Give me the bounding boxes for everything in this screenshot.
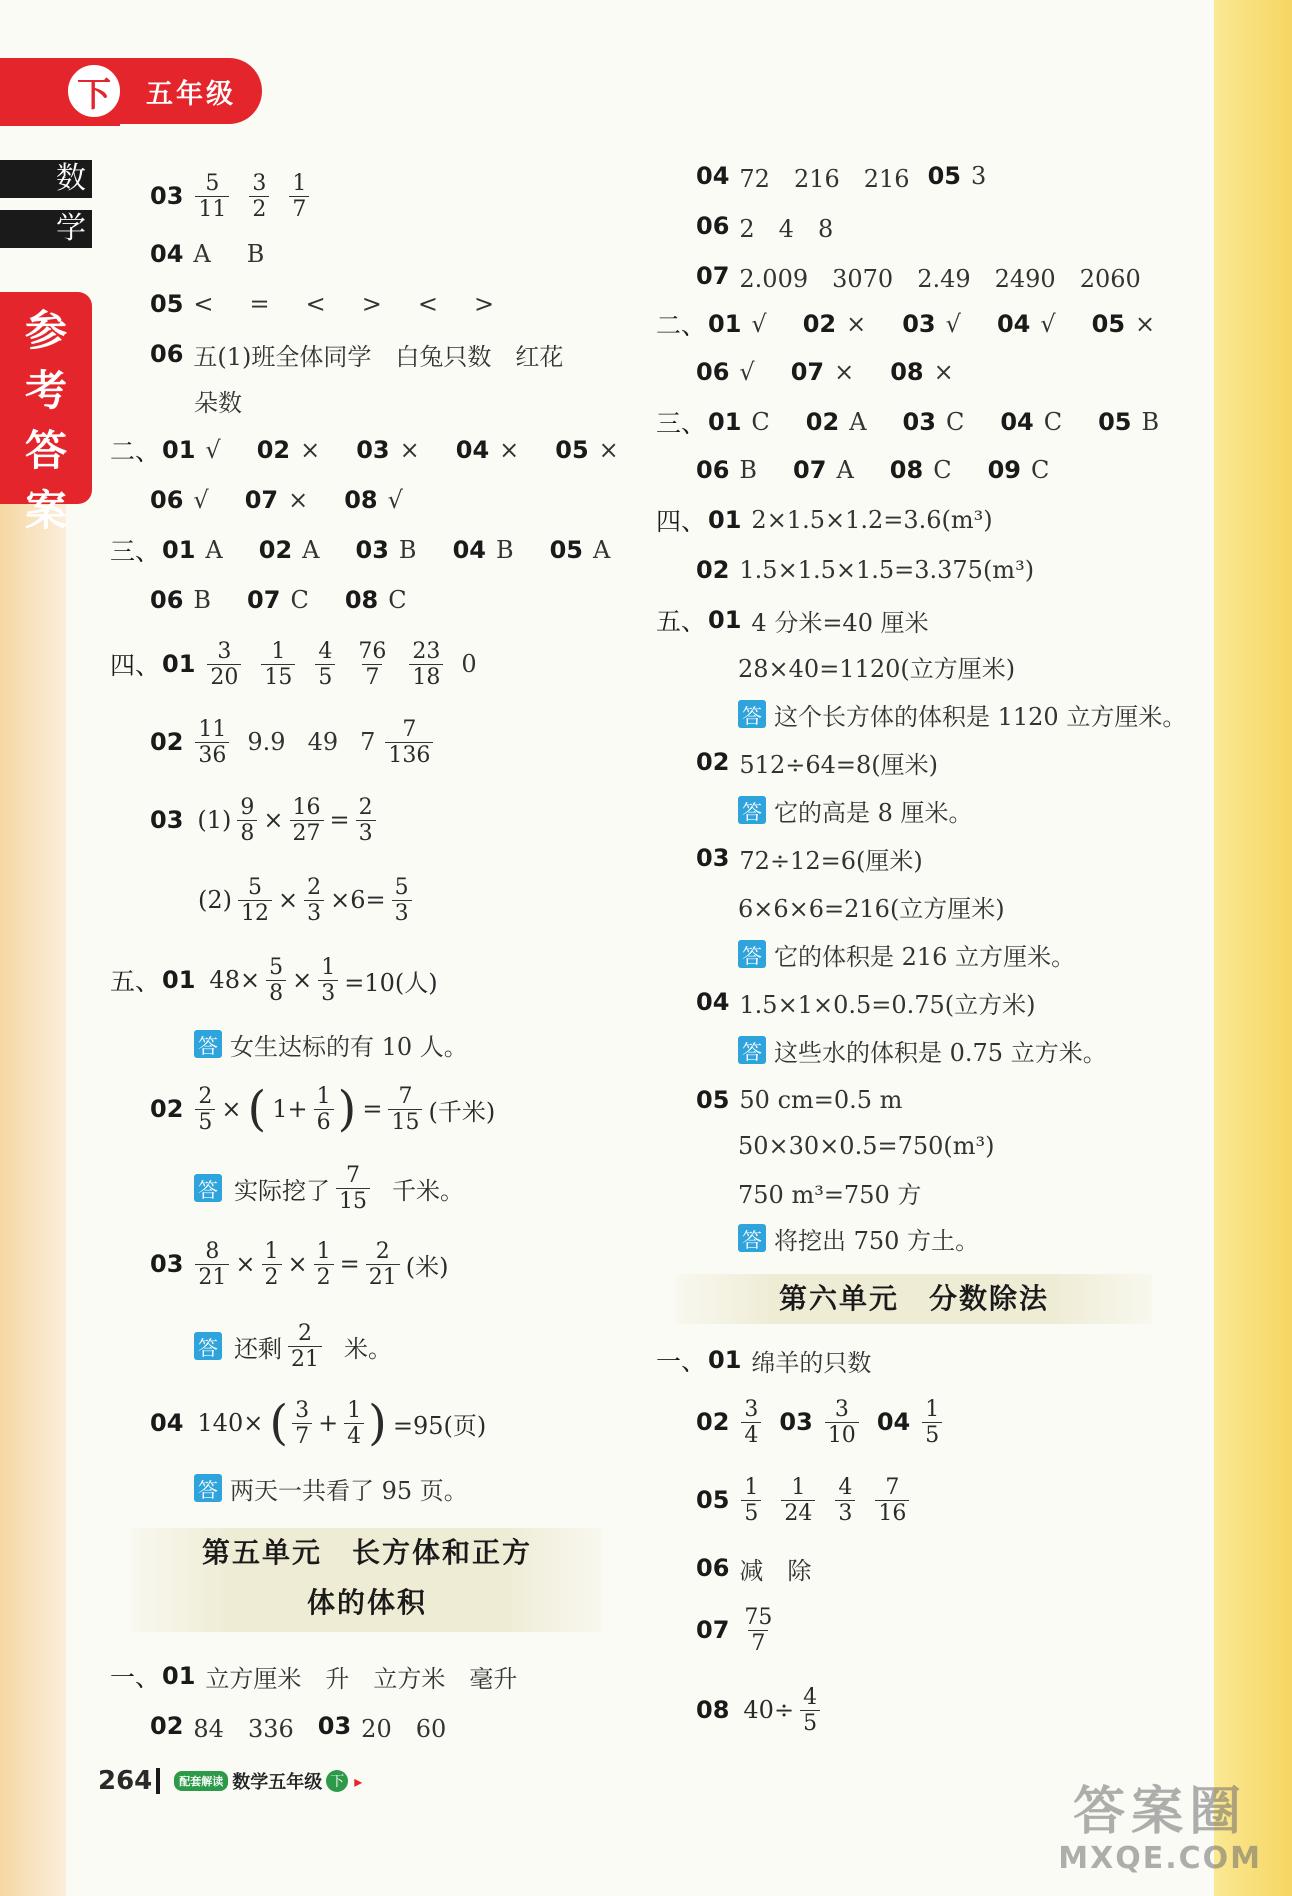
answer-line: 06 B 07 A 08 C 09 C xyxy=(696,456,1050,484)
answer-statement: 答 将挖出 750 方土。 xyxy=(738,1216,1015,1260)
answer-line: 03 $\frac{8}{21}$ × $\frac{1}{2}$ × $\frac{1}{2}$ = $\frac{2}{21}$ (米) xyxy=(150,1238,449,1290)
answer-line: 06 五(1)班全体同学 白兔只数 红花 xyxy=(150,340,564,371)
fraction: $\frac{75}{7}$ xyxy=(744,1604,773,1656)
fraction: $\frac{1}{2}$ xyxy=(314,1239,334,1290)
left-margin-strip xyxy=(0,495,66,1896)
answer-statement: 答 还剩 $\frac{2}{21}$ 米。 xyxy=(194,1316,396,1376)
fraction: $\frac{2}{21}$ xyxy=(288,1321,322,1372)
answer-line: 04 72 216 216 05 3 xyxy=(696,162,987,193)
answer-line: 五、 01 4 分米=40 厘米 xyxy=(656,606,929,637)
answer-line: 06 B 07 C 08 C xyxy=(150,586,407,614)
tab-char: 参 xyxy=(24,306,67,355)
fraction: $\frac{5}{12}$ xyxy=(238,875,272,926)
answer-statement: 答 它的高是 8 厘米。 xyxy=(738,788,1009,832)
answer-icon: 答 xyxy=(194,1332,222,1360)
fraction: $\frac{7}{15}$ xyxy=(388,1084,422,1135)
right-margin-strip xyxy=(1214,0,1292,1896)
subject-char-1: 数 xyxy=(0,160,92,198)
watermark xyxy=(1058,1783,1262,1876)
fraction: $\frac{11}{36}$ xyxy=(195,717,229,768)
answer-statement: 答 女生达标的有 10 人。 xyxy=(194,1022,504,1066)
answer-icon: 答 xyxy=(738,940,766,968)
volume-badge-small: 下 xyxy=(326,1770,348,1792)
fraction: $\frac{2}{5}$ xyxy=(195,1084,215,1135)
fraction: $\frac{3}{10}$ xyxy=(825,1397,859,1448)
fraction: $\frac{7}{136}$ xyxy=(385,717,433,768)
fraction: $\frac{2}{3}$ xyxy=(304,875,324,926)
fraction: $\frac{23}{18}$ xyxy=(409,639,443,690)
fraction: $\frac{3}{2}$ xyxy=(249,171,269,222)
answer-icon: 答 xyxy=(738,796,766,824)
book-title: 数学五年级 xyxy=(232,1772,323,1793)
answer-line: 06 减 除 xyxy=(696,1554,812,1585)
answer-line: 05 $\frac{1}{5}$ $\frac{1}{24}$ $\frac{4}{3}$ $\frac{7}{16}$ xyxy=(696,1470,927,1530)
answer-line: 02 $\frac{11}{36}$ 9.9 49 7 $\frac{7}{136}$ xyxy=(150,712,451,772)
fraction: $\frac{1}{24}$ xyxy=(781,1475,815,1526)
answer-line: 08 40÷ $\frac{4}{5}$ xyxy=(696,1680,838,1740)
fraction: $\frac{1}{5}$ xyxy=(922,1397,942,1448)
subject-char-2: 学 xyxy=(0,210,92,248)
page-footer xyxy=(98,1766,362,1796)
fraction: $\frac{16}{27}$ xyxy=(290,795,324,846)
answer-statement: 答 它的体积是 216 立方厘米。 xyxy=(738,932,1111,976)
answer-line: 三、 01 A 02 A 03 B 04 B 05 A xyxy=(110,536,611,566)
fraction: $\frac{5}{3}$ xyxy=(392,875,412,926)
watermark-logo: 答案圈 xyxy=(1073,1782,1248,1842)
answer-line: 02 512÷64=8(厘米) xyxy=(696,748,938,779)
answer-statement: 答 两天一共看了 95 页。 xyxy=(194,1466,504,1510)
answer-line: 04 A B xyxy=(150,240,265,268)
arrow-right-icon: ▸ xyxy=(354,1771,363,1791)
answer-line: 03 (1) $\frac{9}{8}$ × $\frac{16}{27}$ = $\frac{2}{3}$ xyxy=(150,790,394,850)
answer-line: 朵数 xyxy=(194,388,242,417)
answer-line: 06 2 4 8 xyxy=(696,212,834,243)
answer-icon: 答 xyxy=(194,1474,222,1502)
answer-icon: 答 xyxy=(738,1224,766,1252)
fraction: $\frac{4}{5}$ xyxy=(800,1685,820,1736)
fraction: $\frac{3}{4}$ xyxy=(741,1397,761,1448)
answer-line: 02 1.5×1.5×1.5=3.375(m³) xyxy=(696,556,1035,584)
answer-icon: 答 xyxy=(738,700,766,728)
answer-statement: 答 这些水的体积是 0.75 立方米。 xyxy=(738,1028,1143,1072)
answer-line: 02 $\frac{3}{4}$ 03 $\frac{3}{10}$ 04 $\frac{1}{5}$ xyxy=(696,1392,960,1452)
divider xyxy=(156,1768,160,1794)
answer-line: 二、 01 √ 02 × 03 √ 04 √ 05 × xyxy=(656,310,1156,340)
tab-char: 答 xyxy=(24,426,67,475)
fraction: $\frac{1}{5}$ xyxy=(741,1475,761,1526)
answer-line: 三、 01 C 02 A 03 C 04 C 05 B xyxy=(656,408,1160,438)
fraction: $\frac{8}{21}$ xyxy=(195,1239,229,1290)
answer-statement: 答 实际挖了 $\frac{7}{15}$ 千米。 xyxy=(194,1158,468,1218)
grade-label: 五年级 xyxy=(146,79,236,110)
answer-key-tab xyxy=(0,292,92,535)
fraction: $\frac{4}{3}$ xyxy=(835,1475,855,1526)
answer-line: 一、 01 立方厘米 升 立方米 毫升 xyxy=(110,1662,518,1693)
answer-line: 03 $\frac{5}{11}$ $\frac{3}{2}$ $\frac{1}{7}$ xyxy=(150,166,327,226)
answer-line: 五、 01 48× $\frac{5}{8}$ × $\frac{1}{3}$ =10(人) xyxy=(110,954,438,1006)
fraction: $\frac{2}{3}$ xyxy=(356,795,376,846)
fraction: $\frac{76}{7}$ xyxy=(358,638,387,690)
answer-line: 07 $\frac{75}{7}$ xyxy=(696,1600,793,1660)
fraction: $\frac{7}{15}$ xyxy=(336,1163,370,1214)
answer-icon: 答 xyxy=(738,1036,766,1064)
tab-char: 考 xyxy=(24,366,67,415)
answer-line: 50×30×0.5=750(m³) xyxy=(738,1132,995,1160)
tab-char: 案 xyxy=(24,486,67,535)
answer-line: 二、 01 √ 02 × 03 × 04 × 05 × xyxy=(110,436,619,466)
answer-line: (2) $\frac{5}{12}$ × $\frac{2}{3}$ ×6= $\frac{5}{3}$ xyxy=(194,870,430,930)
fraction: $\frac{7}{16}$ xyxy=(875,1475,909,1526)
answer-icon: 答 xyxy=(194,1174,222,1202)
answer-line: 06 √ 07 × 08 √ xyxy=(150,486,403,514)
answer-line: 6×6×6=216(立方厘米) xyxy=(738,894,1005,923)
watermark-url: MXQE.COM xyxy=(1058,1841,1262,1876)
fraction: $\frac{5}{8}$ xyxy=(266,955,286,1006)
fraction: $\frac{1}{15}$ xyxy=(261,639,295,690)
answer-line: 04 140× ( $\frac{3}{7}$ + $\frac{1}{4}$ ) =95(页) xyxy=(150,1395,487,1451)
answer-line: 四、 01 $\frac{3}{20}$ $\frac{1}{15}$ $\frac{4}{5}$ $\frac{76}{7}$ $\frac{23}{18}$ 0 xyxy=(110,638,477,690)
answer-line: 02 $\frac{2}{5}$ × ( 1+ $\frac{1}{6}$ ) = $\frac{7}{15}$ (千米) xyxy=(150,1081,496,1137)
answer-line: 28×40=1120(立方厘米) xyxy=(738,654,1016,683)
answer-line: 02 84 336 03 20 60 xyxy=(150,1712,447,1743)
answer-line: 04 1.5×1×0.5=0.75(立方米) xyxy=(696,988,1036,1019)
fraction: $\frac{9}{8}$ xyxy=(237,795,257,846)
answer-icon: 答 xyxy=(194,1030,222,1058)
answer-line: 750 m³=750 方 xyxy=(738,1180,922,1209)
fraction: $\frac{4}{5}$ xyxy=(315,639,335,690)
fraction: $\frac{1}{7}$ xyxy=(289,171,309,222)
answer-line: 07 2.009 3070 2.49 2490 2060 xyxy=(696,262,1141,293)
volume-badge: 下 xyxy=(64,61,124,121)
answer-line: 四、 01 2×1.5×1.2=3.6(m³) xyxy=(656,506,993,536)
unit-title-6: 第六单元 分数除法 xyxy=(676,1274,1152,1324)
answer-line: 06 √ 07 × 08 × xyxy=(696,358,954,386)
fraction: $\frac{1}{2}$ xyxy=(262,1239,282,1290)
fraction: $\frac{5}{11}$ xyxy=(195,171,229,222)
answer-line: 05 50 cm=0.5 m xyxy=(696,1086,903,1114)
series-logo: 配套解读 xyxy=(174,1771,228,1791)
answer-line: 05 < = < > < > xyxy=(150,290,495,318)
unit-title-5: 第五单元 长方体和正方 体的体积 xyxy=(132,1528,602,1632)
fraction: $\frac{1}{4}$ xyxy=(344,1398,364,1449)
answer-line: 一、 01 绵羊的只数 xyxy=(656,1346,872,1377)
fraction: $\frac{3}{20}$ xyxy=(207,639,241,690)
fraction: $\frac{1}{3}$ xyxy=(318,955,338,1006)
page-number: 264 xyxy=(98,1766,153,1796)
answer-statement: 答 这个长方体的体积是 1120 立方厘米。 xyxy=(738,692,1222,736)
fraction: $\frac{3}{7}$ xyxy=(292,1398,312,1449)
answer-line: 03 72÷12=6(厘米) xyxy=(696,844,923,875)
fraction: $\frac{2}{21}$ xyxy=(366,1239,400,1290)
fraction: $\frac{1}{6}$ xyxy=(314,1084,334,1135)
